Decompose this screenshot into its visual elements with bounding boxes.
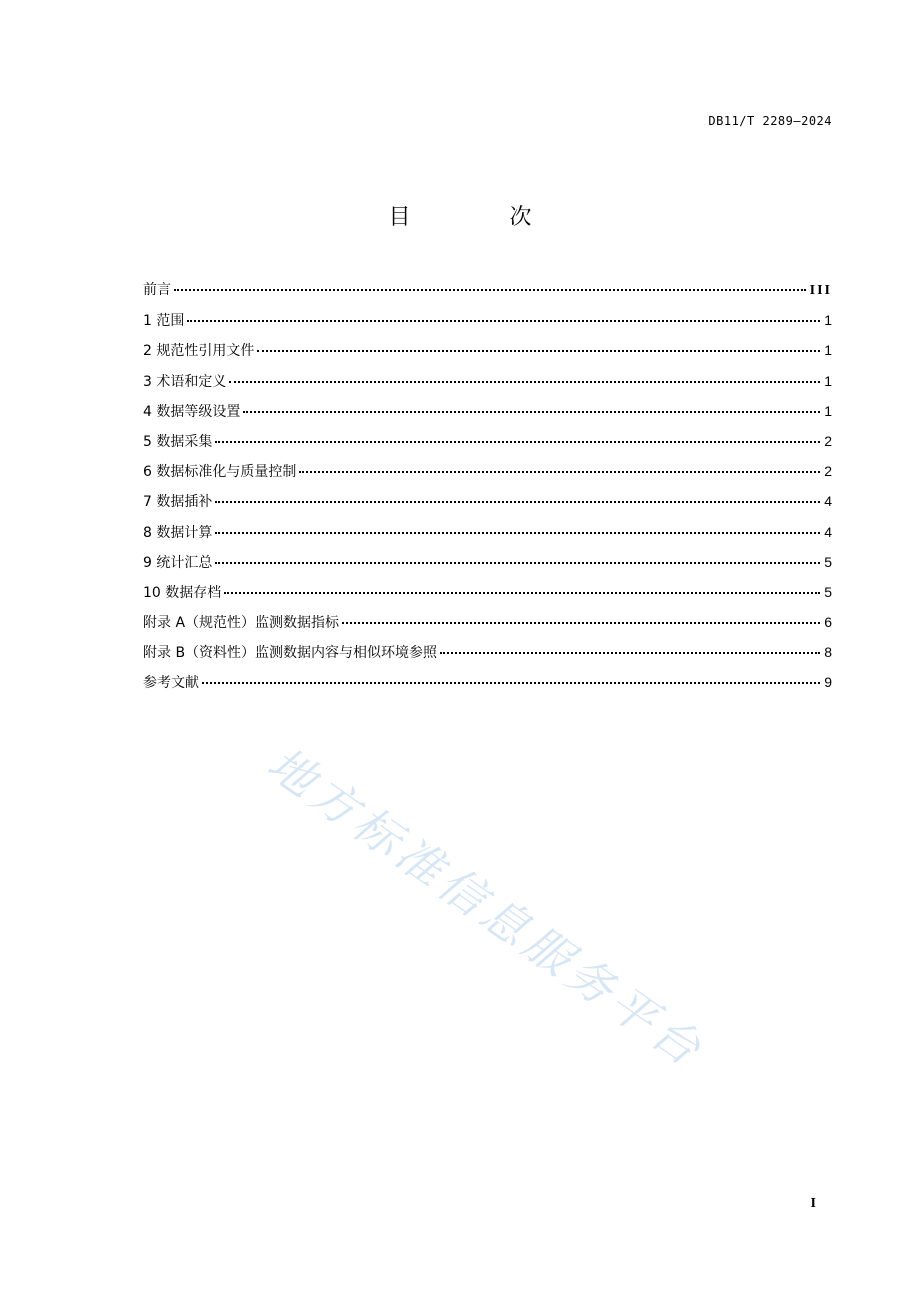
toc-label: 参考文献 bbox=[143, 675, 199, 692]
toc-label: 6 数据标准化与质量控制 bbox=[143, 464, 297, 481]
toc-leader-dots bbox=[342, 622, 820, 624]
toc-leader-dots bbox=[229, 381, 820, 383]
toc-leader-dots bbox=[215, 501, 820, 503]
toc-page-number: 1 bbox=[824, 372, 832, 389]
toc-page-number: 4 bbox=[824, 493, 832, 510]
toc-label: 2 规范性引用文件 bbox=[143, 343, 255, 360]
toc-page-number: III bbox=[809, 283, 832, 298]
toc-entry-scope[interactable] bbox=[143, 308, 832, 338]
toc-leader-dots bbox=[215, 562, 820, 564]
toc-label: 1 范围 bbox=[143, 313, 185, 330]
toc-page-number: 1 bbox=[824, 312, 832, 329]
toc-page-number: 5 bbox=[824, 553, 832, 570]
toc-entry-bibliography[interactable] bbox=[143, 670, 832, 700]
toc-leader-dots bbox=[215, 532, 820, 534]
toc-entry-data-collection[interactable] bbox=[143, 429, 832, 459]
page-title: 目 次 bbox=[388, 205, 578, 230]
toc-label: 7 数据插补 bbox=[143, 494, 213, 511]
toc-label: 4 数据等级设置 bbox=[143, 403, 241, 420]
toc-label: 附录 A（规范性）监测数据指标 bbox=[143, 615, 340, 632]
toc-entry-terms-definitions[interactable] bbox=[143, 369, 832, 399]
toc-label: 前言 bbox=[143, 282, 171, 298]
toc-page-number: 6 bbox=[824, 614, 832, 631]
toc-entry-data-interpolation[interactable] bbox=[143, 489, 832, 519]
toc-entry-data-calculation[interactable] bbox=[143, 520, 832, 550]
toc-entry-appendix-a[interactable] bbox=[143, 610, 832, 640]
toc-leader-dots bbox=[224, 592, 820, 594]
toc-label: 10 数据存档 bbox=[143, 584, 222, 601]
toc-page-number: 8 bbox=[824, 644, 832, 661]
toc-entry-data-levels[interactable] bbox=[143, 399, 832, 429]
toc-leader-dots bbox=[257, 350, 820, 352]
watermark: 地方标准信息服务平台 bbox=[257, 736, 715, 1079]
toc-leader-dots bbox=[202, 682, 820, 684]
document-code: DB11/T 2289—2024 bbox=[708, 114, 832, 128]
toc-page-number: 9 bbox=[824, 674, 832, 691]
toc-leader-dots bbox=[440, 652, 820, 654]
toc-label: 9 统计汇总 bbox=[143, 554, 213, 571]
toc-leader-dots bbox=[187, 320, 820, 322]
toc-label: 3 术语和定义 bbox=[143, 373, 227, 390]
toc-leader-dots bbox=[243, 411, 820, 413]
toc-label: 附录 B（资料性）监测数据内容与相似环境参照 bbox=[143, 645, 438, 662]
toc-entry-statistical-summary[interactable] bbox=[143, 550, 832, 580]
toc-leader-dots bbox=[299, 471, 820, 473]
toc-entry-foreword[interactable] bbox=[143, 278, 832, 308]
toc-page-number: 1 bbox=[824, 342, 832, 359]
toc-page-number: 5 bbox=[824, 583, 832, 600]
table-of-contents bbox=[143, 278, 832, 701]
toc-entry-appendix-b[interactable] bbox=[143, 640, 832, 670]
toc-entry-data-archiving[interactable] bbox=[143, 580, 832, 610]
toc-page-number: 2 bbox=[824, 463, 832, 480]
toc-label: 5 数据采集 bbox=[143, 433, 213, 450]
toc-page-number: 4 bbox=[824, 523, 832, 540]
toc-page-number: 2 bbox=[824, 432, 832, 449]
toc-page-number: 1 bbox=[824, 402, 832, 419]
toc-leader-dots bbox=[174, 289, 806, 291]
toc-entry-normative-references[interactable] bbox=[143, 338, 832, 368]
toc-entry-standardization-quality[interactable] bbox=[143, 459, 832, 489]
toc-label: 8 数据计算 bbox=[143, 524, 213, 541]
toc-leader-dots bbox=[215, 441, 820, 443]
page-number: I bbox=[810, 1196, 816, 1211]
